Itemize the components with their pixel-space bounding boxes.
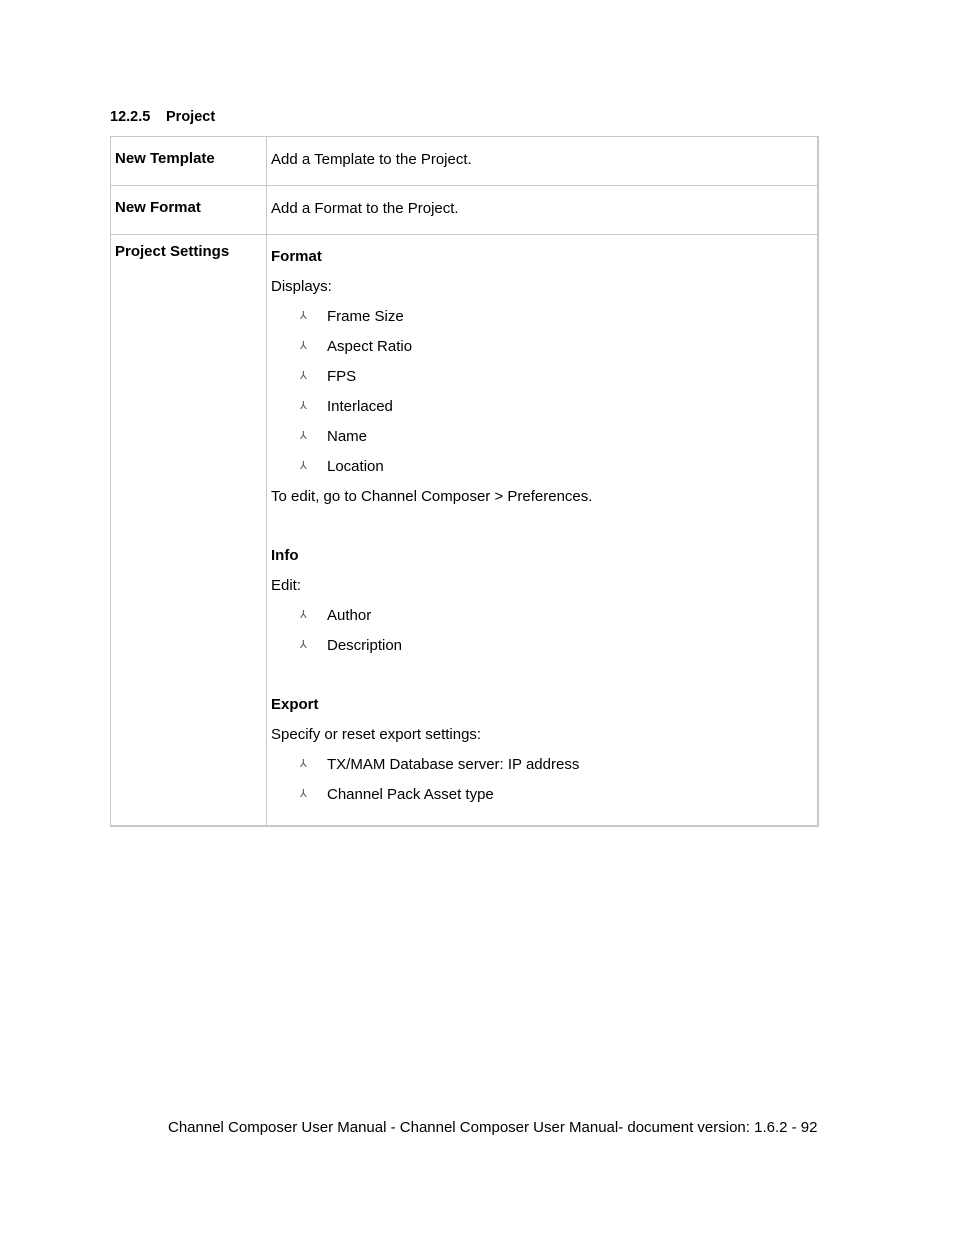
list-item-text: TX/MAM Database server: IP address [327,756,580,773]
format-subtitle: Format [271,248,322,265]
term-cell [111,186,267,235]
info-intro: Edit: [271,577,302,594]
tri-arrow-bullet-icon: ⅄ [300,639,307,651]
project-commands-table [110,136,819,827]
list-item-text: FPS [327,368,357,385]
list-item-text: Interlaced [327,398,393,415]
section-number: 12.2.5 [110,109,151,125]
table-row [111,186,819,235]
description-cell [267,235,819,827]
table-row [111,137,819,186]
tri-arrow-bullet-icon: ⅄ [300,400,307,412]
tri-arrow-bullet-icon: ⅄ [300,788,307,800]
description-new-template: Add a Template to the Project. [271,151,472,168]
tri-arrow-bullet-icon: ⅄ [300,609,307,621]
page-footer: Channel Composer User Manual - Channel Composer User Manual- document version: 1.6.2 - 92 [168,1119,818,1136]
term-new-format: New Format [115,199,201,216]
tri-arrow-bullet-icon: ⅄ [300,460,307,472]
list-item [271,755,817,785]
format-note: To edit, go to Channel Composer > Preferences. [271,488,593,505]
export-subtitle: Export [271,696,319,713]
list-item-text: Aspect Ratio [327,338,413,355]
description-cell [267,137,819,186]
project-settings-description [267,235,817,825]
tri-arrow-bullet-icon: ⅄ [300,758,307,770]
spacer [271,815,817,825]
list-item-text: Channel Pack Asset type [327,786,494,803]
list-item-text: Author [327,607,372,624]
spacer [271,517,817,546]
description-new-format: Add a Format to the Project. [271,200,459,217]
table-row [111,235,819,827]
term-new-template: New Template [115,150,215,167]
tri-arrow-bullet-icon: ⅄ [300,340,307,352]
list-item [271,367,817,397]
section-heading [110,109,215,125]
list-item-text: Name [327,428,368,445]
list-item [271,307,817,337]
term-cell [111,137,267,186]
tri-arrow-bullet-icon: ⅄ [300,430,307,442]
term-project-settings: Project Settings [115,243,230,260]
section-title: Project [166,109,216,125]
term-cell [111,235,267,827]
list-item [271,606,817,636]
info-subtitle: Info [271,547,299,564]
description-cell [267,186,819,235]
list-item [271,457,817,487]
list-item-text: Description [327,637,403,654]
list-item [271,785,817,815]
spacer [271,666,817,695]
list-item [271,337,817,367]
list-item [271,636,817,666]
export-intro: Specify or reset export settings: [271,726,482,743]
list-item [271,427,817,457]
list-item-text: Frame Size [327,308,404,325]
tri-arrow-bullet-icon: ⅄ [300,310,307,322]
list-item [271,397,817,427]
list-item-text: Location [327,458,384,475]
format-intro: Displays: [271,278,332,295]
tri-arrow-bullet-icon: ⅄ [300,370,307,382]
